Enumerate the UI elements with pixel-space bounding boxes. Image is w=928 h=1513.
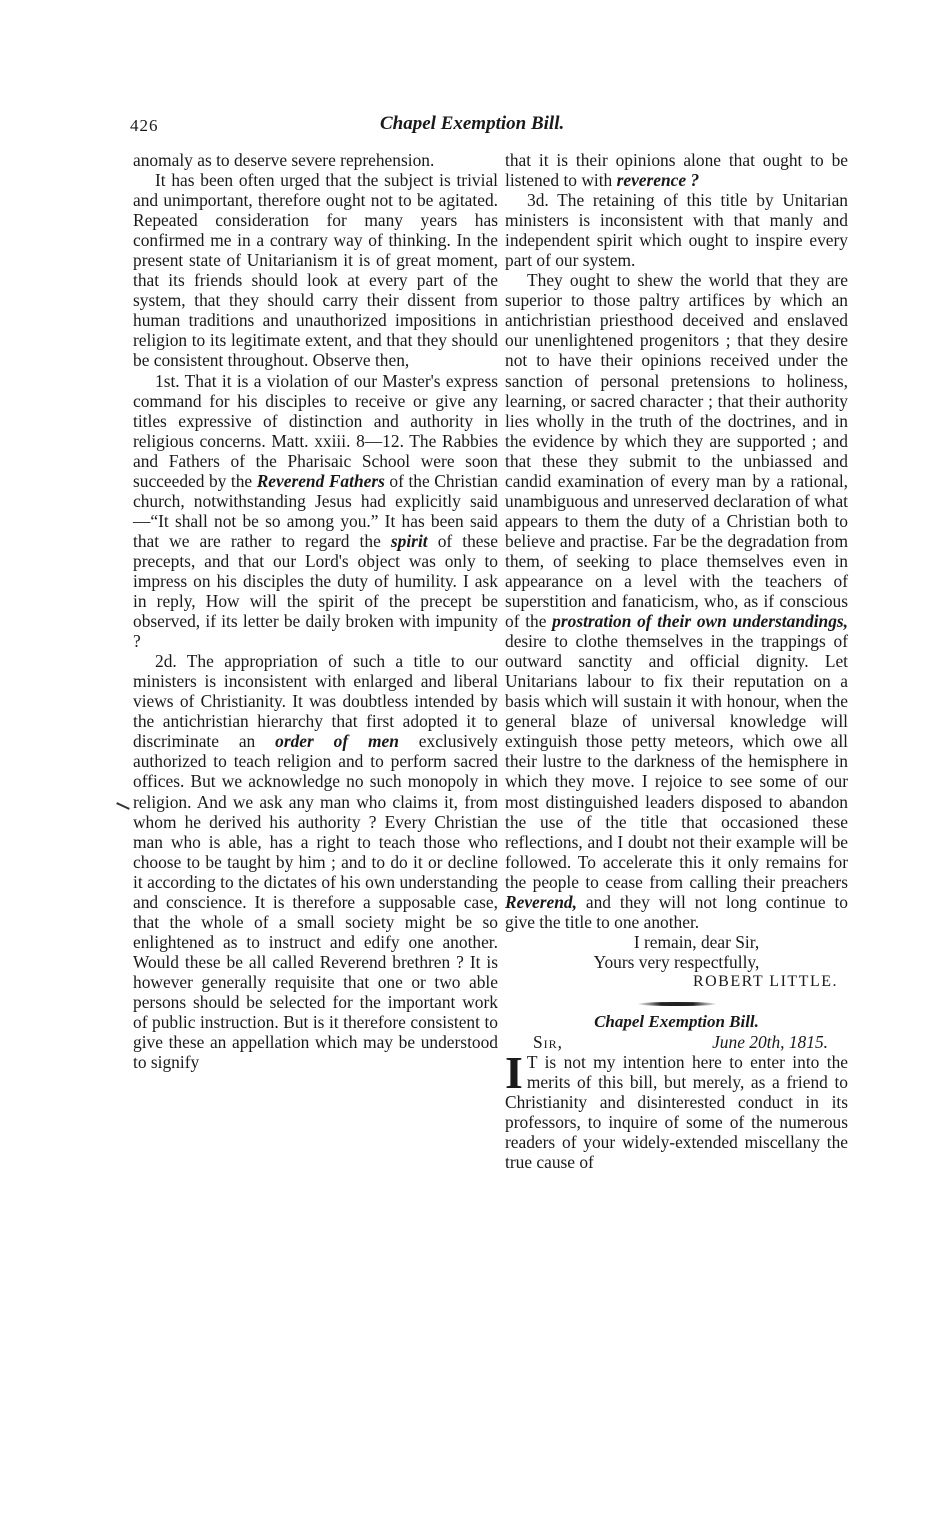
text-run: 1st. That it is a violation of our Master's express command for his disciples to receive or give any titles expressive of distinction and authority in religious concerns. Matt. xxiii. 8—12. The Rabbies and Fathers of the Pharisaic School were soon succeeded by the bbox=[133, 370, 498, 491]
date: June 20th, 1815. bbox=[712, 1032, 828, 1053]
paragraph: It has been often urged that the subject is trivial and unimportant, therefore ought not to be agitated. Repeated consideration for many years has confirmed me in a contrary way of thinking. In the present state of Unitarianism it is of great moment, that its friends should look at every part of the system, that they should carry their dissent from human traditions and unauthorized impositions in religion to its legitimate extent, and that they should be consistent throughout. Observe then, bbox=[133, 170, 498, 371]
drop-cap: I bbox=[505, 1047, 523, 1099]
emphasis: prostration of their own understandings, bbox=[552, 611, 849, 632]
emphasis: spirit bbox=[390, 530, 428, 551]
text-run: They ought to shew the world that they are superior to those paltry artifices by which an antichristian priesthood deceived and enslaved our unenlightened progenitors ; that they desire not to have their opinions received under the sanction of personal pretensions to holiness, learning, or sacred character ; that their authority lies wholly in the truth of the doctrines, and in the evidence by which they are supported ; and that these they submit to the unbiassed and candid examination of every man by a rational, unambiguous and unreserved declaration of what appears to them the duty of a Christian both to believe and practise. Far be the degradation from them, of seeking to place themselves even in appearance on a level with the teachers of superstition and fanaticism, who, as if conscious of the bbox=[505, 270, 848, 632]
signature: ROBERT LITTLE. bbox=[692, 972, 838, 990]
page-number: 426 bbox=[130, 116, 159, 135]
paragraph bbox=[133, 651, 498, 1072]
salutation-line bbox=[505, 1032, 848, 1052]
text-run: 2d. The appropriation of such a title to our ministers is inconsistent with enlarged and liberal views of Christianity. It was doubtless intended by the antichristian hierarchy that first adopted it to discriminate an bbox=[133, 651, 498, 752]
running-head: Chapel Exemption Bill. bbox=[380, 113, 565, 134]
closing-line: Yours very respectfully, bbox=[593, 951, 760, 972]
article-title: Chapel Exemption Bill. bbox=[594, 1011, 759, 1031]
right-column bbox=[505, 150, 848, 1172]
salutation: Sir, bbox=[533, 1032, 564, 1053]
text-run: of these precepts, and that our Lord's object was only to impress on his disciples the duty of humility. I ask in reply, How will the spirit of the precept be observed, if its letter be daily broken with impunity ? bbox=[133, 530, 499, 652]
paragraph bbox=[505, 150, 848, 190]
emphasis: reverence ? bbox=[616, 170, 700, 191]
section-divider bbox=[637, 1002, 717, 1006]
left-column bbox=[133, 150, 498, 1072]
paragraph bbox=[505, 1047, 848, 1173]
paragraph bbox=[505, 270, 848, 932]
paragraph bbox=[133, 371, 498, 652]
text-run: and they will not long continue to give the title to one another. bbox=[505, 891, 848, 932]
emphasis: order of men bbox=[275, 731, 399, 752]
paragraph: 3d. The retaining of this title by Unitarian ministers is inconsistent with that manly and independent spirit which ought to inspire every part of our system. bbox=[505, 190, 848, 271]
text-run: desire to clothe themselves in the trappings of outward sanctity and official dignity. Let Unitarians labour to fix their reputation on a basis which will sustain it with honour, when the general blaze of universal knowledge will extinguish those petty meteors, which owe all their lustre to the darkness of the hemisphere in which they move. I rejoice to see some of our most distinguished leaders disposed to abandon the use of the title that occasioned these reflections, and I doubt not their example will be followed. To accelerate this it only remains for the people to cease from calling their preachers bbox=[505, 631, 848, 892]
paragraph: anomaly as to deserve severe reprehension. bbox=[133, 150, 435, 170]
margin-mark bbox=[116, 802, 130, 810]
text-run: that it is their opinions alone that ought to be listened to with bbox=[505, 150, 848, 191]
closing-line: I remain, dear Sir, bbox=[633, 931, 760, 952]
emphasis: Reverend, bbox=[505, 891, 577, 912]
text-run: exclusively authorized to teach religion and to perform sacred offices. But we acknowledge no such monopoly in religion. And we ask any man who claims it, from whom he derived his authority ? Every Christian man who is able, has a right to teach those who choose to be taught by him ; and to do it or decline it according to the dictates of his own understanding and conscience. It is therefore a supposable case, that the whole of a small society might be so enlightened as to instruct and edify one another. Would these be all called Reverend brethren ? It is however generally requisite that one or two able persons should be selected for the important work of public instruction. But is it therefore consistent to give these an appellation which may be understood to signify bbox=[133, 731, 498, 1073]
emphasis: Reverend Fathers bbox=[256, 470, 385, 491]
text-run: T is not my intention here to enter into the merits of this bill, but merely, as a friend to Christianity and disinterested conduct in its professors, to inquire of some of the numerous readers of your widely-extended miscellany the true cause of bbox=[505, 1052, 848, 1173]
text-run: of the Christian church, notwithstanding Jesus had explicitly said—“It shall not be so among you.” It has been said that we are rather to regard the bbox=[133, 470, 498, 551]
